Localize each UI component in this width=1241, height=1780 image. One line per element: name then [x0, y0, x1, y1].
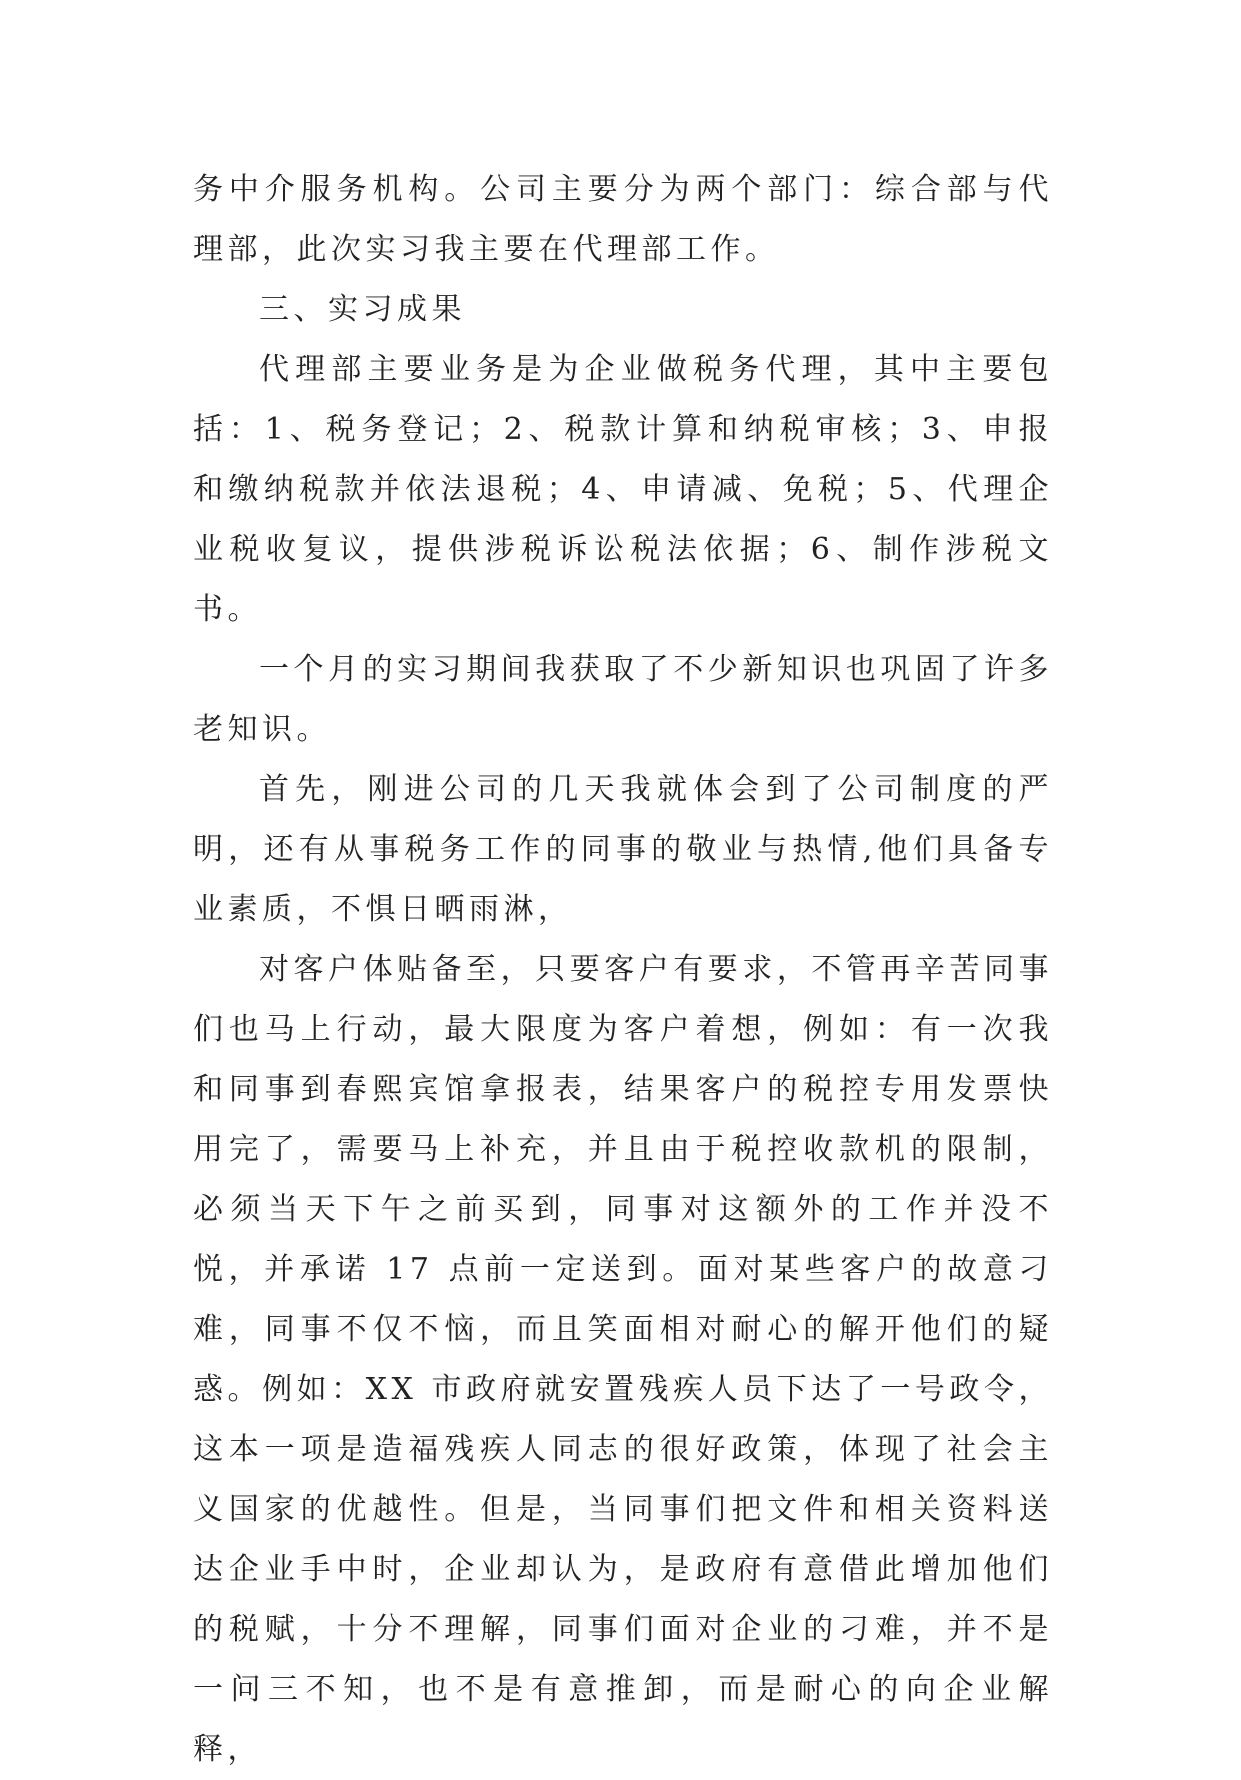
- paragraph-company-intro: 务中介服务机构。公司主要分为两个部门：综合部与代理部，此次实习我主要在代理部工作。: [193, 172, 1053, 267]
- section-heading-results: 三、实习成果: [259, 292, 466, 327]
- paragraph-company-discipline: 首先，刚进公司的几天我就体会到了公司制度的严明，还有从事税务工作的同事的敬业与热情,他们具备专业素质，不惧日晒雨淋，: [193, 772, 1053, 927]
- paragraph-knowledge-gained: 一个月的实习期间我获取了不少新知识也巩固了许多老知识。: [193, 652, 1053, 747]
- paragraph-agency-business: 代理部主要业务是为企业做税务代理，其中主要包括：1、税务登记；2、税款计算和纳税审核；3、申报和缴纳税款并依法退税；4、申请减、免税；5、代理企业税收复议，提供涉税诉讼税法依据；6、制作涉税文书。: [193, 352, 1053, 627]
- paragraph-customer-service: 对客户体贴备至，只要客户有要求，不管再辛苦同事们也马上行动，最大限度为客户着想，例如：有一次我和同事到春熙宾馆拿报表，结果客户的税控专用发票快用完了，需要马上补充，并且由于税控收款机的限制，必须当天下午之前买到，同事对这额外的工作并没不悦，并承诺 17 点前一定送到。面对某些客户的故意刁难，同事不仅不恼，而且笑面相对耐心的解开他们的疑惑。例如：XX 市政府就安置残疾人员下达了一号政令，这本一项是造福残疾人同志的很好政策，体现了社会主义国家的优越性。但是，当同事们把文件和相关资料送达企业手中时，企业却认为，是政府有意借此增加他们的税赋，十分不理解，同事们面对企业的刁难，并不是一问三不知，也不是有意推卸，而是耐心的向企业解释，: [193, 952, 1053, 1767]
- document-body: [193, 160, 1053, 1780]
